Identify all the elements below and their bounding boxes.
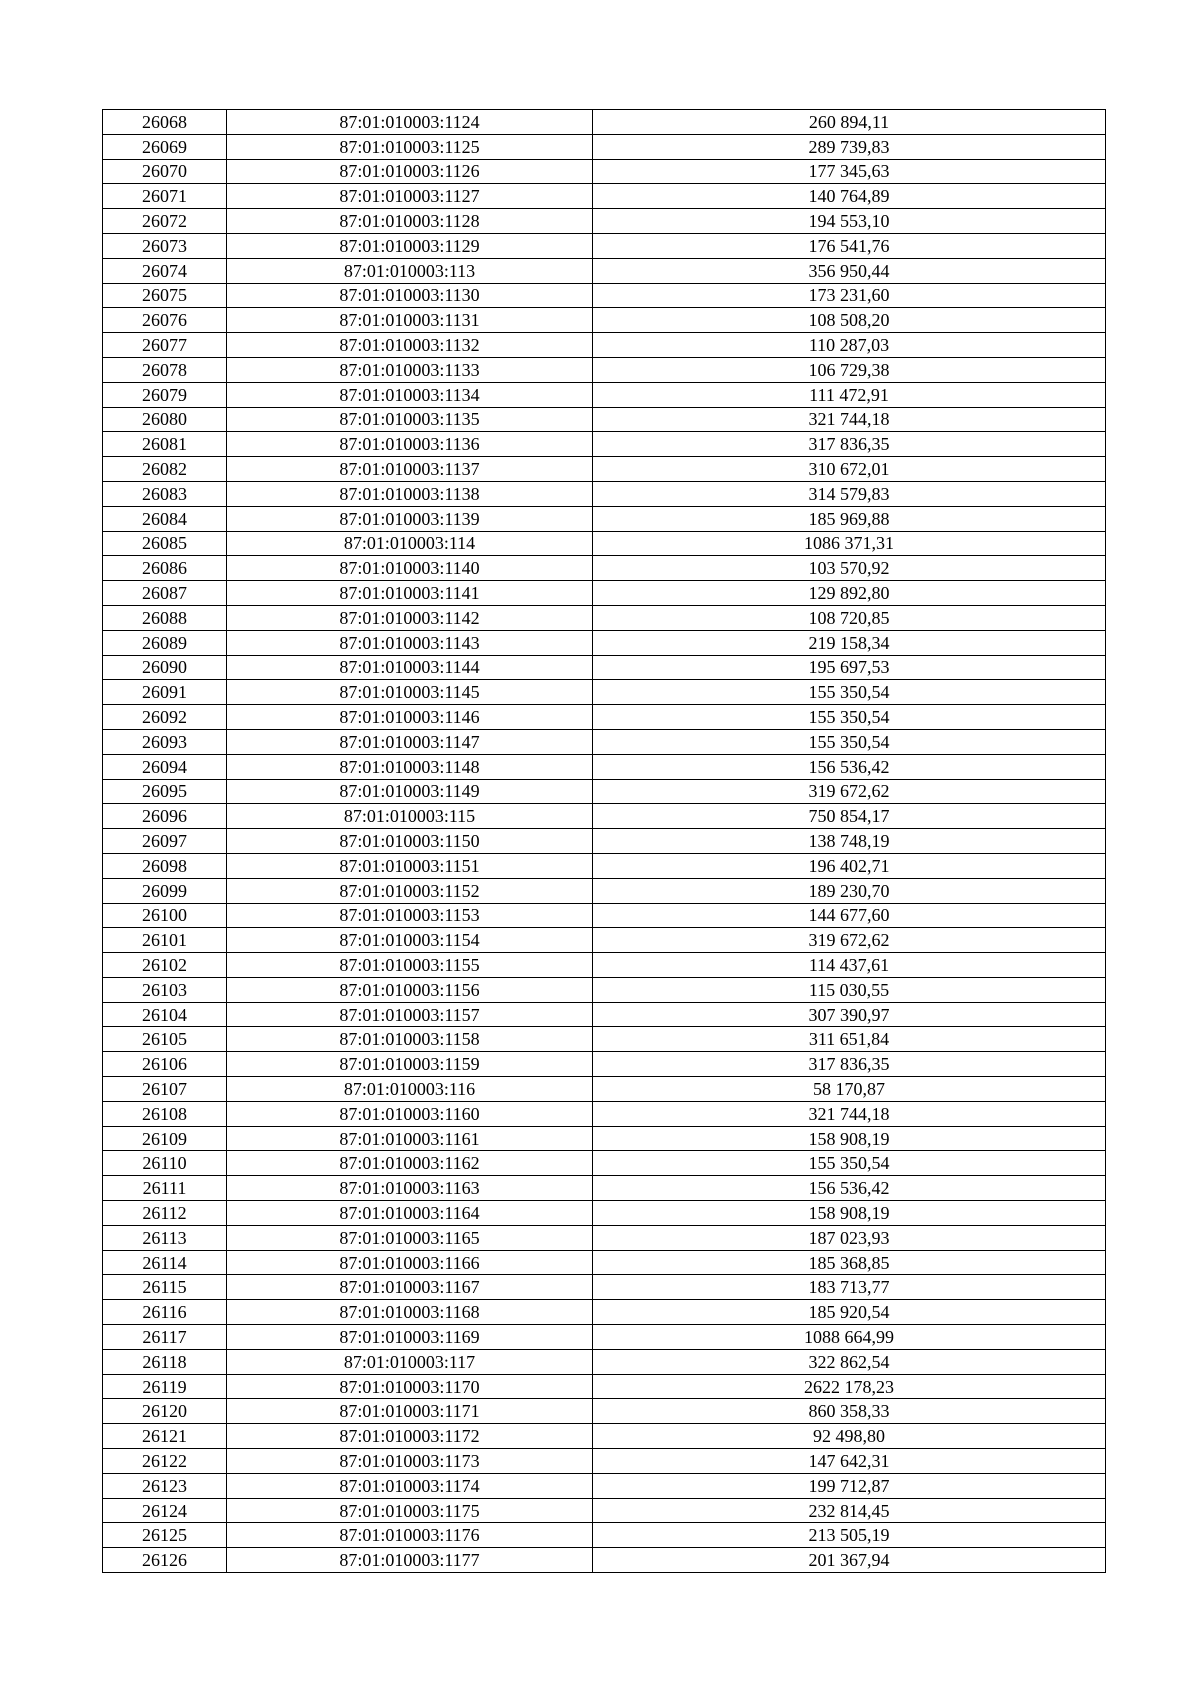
table-row (103, 233, 1106, 258)
table-row (103, 680, 1106, 705)
table-row (103, 1201, 1106, 1226)
value-cell: 138 748,19 (593, 829, 1106, 854)
table-row (103, 258, 1106, 283)
table-row (103, 655, 1106, 680)
row-number-cell: 26081 (103, 432, 227, 457)
value-cell: 189 230,70 (593, 878, 1106, 903)
value-cell: 289 739,83 (593, 134, 1106, 159)
table-row (103, 1151, 1106, 1176)
cadastral-number-cell: 87:01:010003:1174 (227, 1473, 593, 1498)
value-cell: 110 287,03 (593, 333, 1106, 358)
cadastral-number-cell: 87:01:010003:1136 (227, 432, 593, 457)
cadastral-number-cell: 87:01:010003:1127 (227, 184, 593, 209)
row-number-cell: 26104 (103, 1002, 227, 1027)
value-cell: 185 969,88 (593, 506, 1106, 531)
cadastral-number-cell: 87:01:010003:1155 (227, 953, 593, 978)
value-cell: 322 862,54 (593, 1349, 1106, 1374)
row-number-cell: 26088 (103, 605, 227, 630)
value-cell: 155 350,54 (593, 680, 1106, 705)
table-row (103, 432, 1106, 457)
row-number-cell: 26085 (103, 531, 227, 556)
row-number-cell: 26093 (103, 729, 227, 754)
value-cell: 232 814,45 (593, 1498, 1106, 1523)
cadastral-number-cell: 87:01:010003:1124 (227, 110, 593, 135)
value-cell: 111 472,91 (593, 382, 1106, 407)
table-row (103, 531, 1106, 556)
value-cell: 317 836,35 (593, 1052, 1106, 1077)
value-cell: 58 170,87 (593, 1077, 1106, 1102)
cadastral-number-cell: 87:01:010003:1169 (227, 1325, 593, 1350)
table-row (103, 382, 1106, 407)
table-row (103, 581, 1106, 606)
table-row (103, 1349, 1106, 1374)
row-number-cell: 26087 (103, 581, 227, 606)
cadastral-number-cell: 87:01:010003:1166 (227, 1250, 593, 1275)
value-cell: 356 950,44 (593, 258, 1106, 283)
cadastral-number-cell: 87:01:010003:1130 (227, 283, 593, 308)
cadastral-number-cell: 87:01:010003:1177 (227, 1548, 593, 1573)
row-number-cell: 26123 (103, 1473, 227, 1498)
table-row (103, 1275, 1106, 1300)
row-number-cell: 26077 (103, 333, 227, 358)
value-cell: 196 402,71 (593, 853, 1106, 878)
cadastral-number-cell: 87:01:010003:1154 (227, 928, 593, 953)
table-row (103, 1374, 1106, 1399)
row-number-cell: 26089 (103, 630, 227, 655)
table-row (103, 1300, 1106, 1325)
value-cell: 219 158,34 (593, 630, 1106, 655)
cadastral-number-cell: 87:01:010003:1146 (227, 705, 593, 730)
value-cell: 108 508,20 (593, 308, 1106, 333)
value-cell: 106 729,38 (593, 357, 1106, 382)
cadastral-number-cell: 87:01:010003:1162 (227, 1151, 593, 1176)
value-cell: 114 437,61 (593, 953, 1106, 978)
row-number-cell: 26107 (103, 1077, 227, 1102)
cadastral-number-cell: 87:01:010003:1159 (227, 1052, 593, 1077)
table-row (103, 853, 1106, 878)
cadastral-number-cell: 87:01:010003:1135 (227, 407, 593, 432)
cadastral-number-cell: 87:01:010003:1139 (227, 506, 593, 531)
row-number-cell: 26109 (103, 1126, 227, 1151)
table-row (103, 556, 1106, 581)
row-number-cell: 26103 (103, 977, 227, 1002)
row-number-cell: 26120 (103, 1399, 227, 1424)
table-row (103, 1250, 1106, 1275)
value-cell: 1086 371,31 (593, 531, 1106, 556)
row-number-cell: 26069 (103, 134, 227, 159)
table-row (103, 1399, 1106, 1424)
cadastral-number-cell: 87:01:010003:1147 (227, 729, 593, 754)
data-table (102, 109, 1106, 1573)
value-cell: 156 536,42 (593, 754, 1106, 779)
cadastral-number-cell: 87:01:010003:116 (227, 1077, 593, 1102)
row-number-cell: 26121 (103, 1424, 227, 1449)
row-number-cell: 26071 (103, 184, 227, 209)
row-number-cell: 26090 (103, 655, 227, 680)
value-cell: 129 892,80 (593, 581, 1106, 606)
row-number-cell: 26108 (103, 1101, 227, 1126)
cadastral-number-cell: 87:01:010003:115 (227, 804, 593, 829)
table-row (103, 407, 1106, 432)
cadastral-number-cell: 87:01:010003:1131 (227, 308, 593, 333)
row-number-cell: 26079 (103, 382, 227, 407)
table-row (103, 159, 1106, 184)
row-number-cell: 26125 (103, 1523, 227, 1548)
row-number-cell: 26083 (103, 481, 227, 506)
value-cell: 155 350,54 (593, 1151, 1106, 1176)
table-row (103, 779, 1106, 804)
table-row (103, 333, 1106, 358)
value-cell: 158 908,19 (593, 1126, 1106, 1151)
table-row (103, 829, 1106, 854)
value-cell: 158 908,19 (593, 1201, 1106, 1226)
row-number-cell: 26111 (103, 1176, 227, 1201)
row-number-cell: 26074 (103, 258, 227, 283)
cadastral-number-cell: 87:01:010003:1161 (227, 1126, 593, 1151)
row-number-cell: 26118 (103, 1349, 227, 1374)
row-number-cell: 26124 (103, 1498, 227, 1523)
row-number-cell: 26078 (103, 357, 227, 382)
table-row (103, 977, 1106, 1002)
table-row (103, 110, 1106, 135)
value-cell: 177 345,63 (593, 159, 1106, 184)
cadastral-number-cell: 87:01:010003:1128 (227, 209, 593, 234)
cadastral-number-cell: 87:01:010003:113 (227, 258, 593, 283)
row-number-cell: 26102 (103, 953, 227, 978)
value-cell: 750 854,17 (593, 804, 1106, 829)
cadastral-number-cell: 87:01:010003:1156 (227, 977, 593, 1002)
row-number-cell: 26094 (103, 754, 227, 779)
value-cell: 156 536,42 (593, 1176, 1106, 1201)
table-row (103, 1077, 1106, 1102)
table-row (103, 357, 1106, 382)
table-row (103, 184, 1106, 209)
value-cell: 860 358,33 (593, 1399, 1106, 1424)
value-cell: 195 697,53 (593, 655, 1106, 680)
cadastral-number-cell: 87:01:010003:1148 (227, 754, 593, 779)
cadastral-number-cell: 87:01:010003:1149 (227, 779, 593, 804)
row-number-cell: 26113 (103, 1225, 227, 1250)
table-row (103, 1002, 1106, 1027)
table-row (103, 754, 1106, 779)
table-row (103, 209, 1106, 234)
row-number-cell: 26112 (103, 1201, 227, 1226)
cadastral-number-cell: 87:01:010003:1163 (227, 1176, 593, 1201)
cadastral-number-cell: 87:01:010003:1126 (227, 159, 593, 184)
table-row (103, 1473, 1106, 1498)
cadastral-number-cell: 87:01:010003:1144 (227, 655, 593, 680)
row-number-cell: 26075 (103, 283, 227, 308)
table-row (103, 481, 1106, 506)
table-row (103, 953, 1106, 978)
cadastral-number-cell: 87:01:010003:1165 (227, 1225, 593, 1250)
value-cell: 103 570,92 (593, 556, 1106, 581)
cadastral-number-cell: 87:01:010003:1150 (227, 829, 593, 854)
row-number-cell: 26119 (103, 1374, 227, 1399)
table-row (103, 308, 1106, 333)
cadastral-number-cell: 87:01:010003:1175 (227, 1498, 593, 1523)
table-row (103, 878, 1106, 903)
table-row (103, 630, 1106, 655)
row-number-cell: 26101 (103, 928, 227, 953)
row-number-cell: 26091 (103, 680, 227, 705)
cadastral-number-cell: 87:01:010003:114 (227, 531, 593, 556)
row-number-cell: 26106 (103, 1052, 227, 1077)
row-number-cell: 26110 (103, 1151, 227, 1176)
row-number-cell: 26073 (103, 233, 227, 258)
row-number-cell: 26084 (103, 506, 227, 531)
value-cell: 1088 664,99 (593, 1325, 1106, 1350)
cadastral-number-cell: 87:01:010003:1141 (227, 581, 593, 606)
row-number-cell: 26097 (103, 829, 227, 854)
value-cell: 319 672,62 (593, 779, 1106, 804)
table-row (103, 1498, 1106, 1523)
value-cell: 144 677,60 (593, 903, 1106, 928)
value-cell: 108 720,85 (593, 605, 1106, 630)
row-number-cell: 26116 (103, 1300, 227, 1325)
value-cell: 183 713,77 (593, 1275, 1106, 1300)
row-number-cell: 26086 (103, 556, 227, 581)
value-cell: 319 672,62 (593, 928, 1106, 953)
value-cell: 187 023,93 (593, 1225, 1106, 1250)
row-number-cell: 26122 (103, 1449, 227, 1474)
cadastral-number-cell: 87:01:010003:1140 (227, 556, 593, 581)
value-cell: 201 367,94 (593, 1548, 1106, 1573)
table-row (103, 1523, 1106, 1548)
value-cell: 2622 178,23 (593, 1374, 1106, 1399)
table-row (103, 1325, 1106, 1350)
table-row (103, 1449, 1106, 1474)
row-number-cell: 26100 (103, 903, 227, 928)
cadastral-number-cell: 87:01:010003:1138 (227, 481, 593, 506)
value-cell: 260 894,11 (593, 110, 1106, 135)
cadastral-number-cell: 87:01:010003:1173 (227, 1449, 593, 1474)
row-number-cell: 26076 (103, 308, 227, 333)
cadastral-number-cell: 87:01:010003:117 (227, 1349, 593, 1374)
table-row (103, 928, 1106, 953)
value-cell: 213 505,19 (593, 1523, 1106, 1548)
cadastral-number-cell: 87:01:010003:1137 (227, 457, 593, 482)
value-cell: 199 712,87 (593, 1473, 1106, 1498)
cadastral-number-cell: 87:01:010003:1133 (227, 357, 593, 382)
row-number-cell: 26099 (103, 878, 227, 903)
value-cell: 115 030,55 (593, 977, 1106, 1002)
cadastral-number-cell: 87:01:010003:1142 (227, 605, 593, 630)
row-number-cell: 26080 (103, 407, 227, 432)
table-row (103, 1548, 1106, 1573)
table-row (103, 1101, 1106, 1126)
cadastral-number-cell: 87:01:010003:1143 (227, 630, 593, 655)
value-cell: 311 651,84 (593, 1027, 1106, 1052)
row-number-cell: 26117 (103, 1325, 227, 1350)
table-row (103, 804, 1106, 829)
cadastral-number-cell: 87:01:010003:1164 (227, 1201, 593, 1226)
value-cell: 173 231,60 (593, 283, 1106, 308)
row-number-cell: 26082 (103, 457, 227, 482)
cadastral-number-cell: 87:01:010003:1134 (227, 382, 593, 407)
row-number-cell: 26072 (103, 209, 227, 234)
cadastral-number-cell: 87:01:010003:1132 (227, 333, 593, 358)
table-row (103, 457, 1106, 482)
table-row (103, 1225, 1106, 1250)
cadastral-number-cell: 87:01:010003:1172 (227, 1424, 593, 1449)
table-row (103, 1424, 1106, 1449)
table-row (103, 1176, 1106, 1201)
value-cell: 155 350,54 (593, 729, 1106, 754)
row-number-cell: 26115 (103, 1275, 227, 1300)
value-cell: 321 744,18 (593, 1101, 1106, 1126)
row-number-cell: 26105 (103, 1027, 227, 1052)
row-number-cell: 26070 (103, 159, 227, 184)
table-row (103, 283, 1106, 308)
table-row (103, 134, 1106, 159)
row-number-cell: 26126 (103, 1548, 227, 1573)
cadastral-number-cell: 87:01:010003:1125 (227, 134, 593, 159)
table-row (103, 506, 1106, 531)
value-cell: 155 350,54 (593, 705, 1106, 730)
table-row (103, 605, 1106, 630)
cadastral-number-cell: 87:01:010003:1158 (227, 1027, 593, 1052)
row-number-cell: 26092 (103, 705, 227, 730)
row-number-cell: 26114 (103, 1250, 227, 1275)
cadastral-number-cell: 87:01:010003:1176 (227, 1523, 593, 1548)
table-row (103, 1052, 1106, 1077)
cadastral-number-cell: 87:01:010003:1151 (227, 853, 593, 878)
table-body (103, 110, 1106, 1573)
table-row (103, 1027, 1106, 1052)
value-cell: 140 764,89 (593, 184, 1106, 209)
cadastral-number-cell: 87:01:010003:1129 (227, 233, 593, 258)
table-row (103, 705, 1106, 730)
value-cell: 92 498,80 (593, 1424, 1106, 1449)
value-cell: 317 836,35 (593, 432, 1106, 457)
table-row (103, 903, 1106, 928)
cadastral-number-cell: 87:01:010003:1153 (227, 903, 593, 928)
value-cell: 185 920,54 (593, 1300, 1106, 1325)
row-number-cell: 26068 (103, 110, 227, 135)
value-cell: 176 541,76 (593, 233, 1106, 258)
row-number-cell: 26098 (103, 853, 227, 878)
value-cell: 314 579,83 (593, 481, 1106, 506)
value-cell: 185 368,85 (593, 1250, 1106, 1275)
value-cell: 147 642,31 (593, 1449, 1106, 1474)
value-cell: 321 744,18 (593, 407, 1106, 432)
value-cell: 310 672,01 (593, 457, 1106, 482)
cadastral-number-cell: 87:01:010003:1152 (227, 878, 593, 903)
cadastral-number-cell: 87:01:010003:1167 (227, 1275, 593, 1300)
table-row (103, 729, 1106, 754)
cadastral-number-cell: 87:01:010003:1171 (227, 1399, 593, 1424)
cadastral-number-cell: 87:01:010003:1170 (227, 1374, 593, 1399)
table-row (103, 1126, 1106, 1151)
value-cell: 194 553,10 (593, 209, 1106, 234)
cadastral-number-cell: 87:01:010003:1160 (227, 1101, 593, 1126)
row-number-cell: 26095 (103, 779, 227, 804)
value-cell: 307 390,97 (593, 1002, 1106, 1027)
cadastral-number-cell: 87:01:010003:1168 (227, 1300, 593, 1325)
cadastral-number-cell: 87:01:010003:1157 (227, 1002, 593, 1027)
row-number-cell: 26096 (103, 804, 227, 829)
cadastral-number-cell: 87:01:010003:1145 (227, 680, 593, 705)
